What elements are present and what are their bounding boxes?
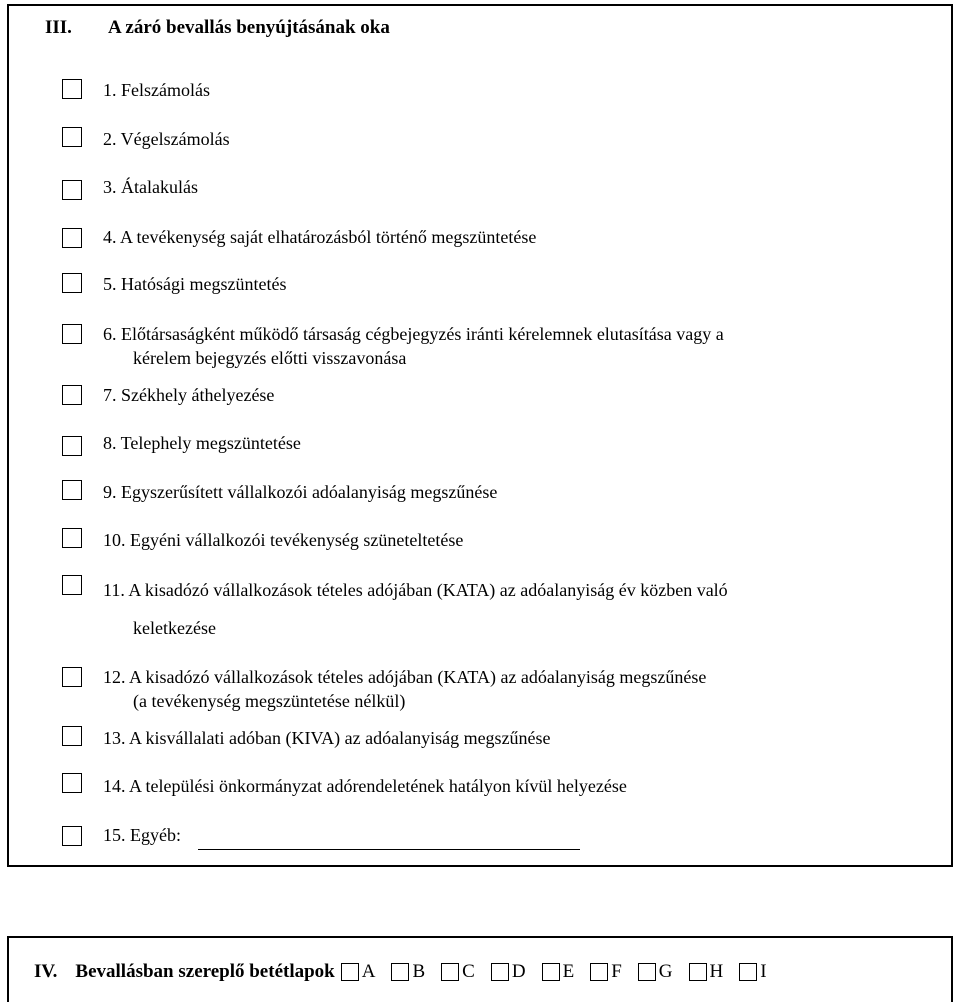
section-3-title: A záró bevallás benyújtásának oka — [108, 17, 390, 38]
section-4-title: Bevallásban szereplő betétlapok — [75, 961, 335, 982]
betetlap-label-i: I — [760, 961, 767, 982]
betetlap-label-b: B — [412, 961, 426, 982]
betetlap-label-g: G — [658, 961, 673, 982]
checkbox-elotarsasag[interactable] — [62, 324, 82, 344]
betetlap-label-a: A — [361, 961, 376, 982]
checkbox-betetlap-g[interactable] — [638, 963, 656, 981]
checkbox-betetlap-d[interactable] — [491, 963, 509, 981]
option-label-5: 5. Hatósági megszüntetés — [103, 274, 287, 294]
checkbox-eva-megszunes[interactable] — [62, 480, 82, 500]
checkbox-betetlap-c[interactable] — [441, 963, 459, 981]
checkbox-szuneteltetes[interactable] — [62, 528, 82, 548]
option-label-9: 9. Egyszerűsített vállalkozói adóalanyiság megszűnése — [103, 482, 498, 502]
option-label-6: 6. Előtársaságként működő társaság cégbejegyzés iránti kérelemnek elutasítása vagy a kérelem bejegyzés előtti visszavonása — [103, 324, 724, 368]
section-4-number: IV. — [34, 961, 58, 982]
betetlap-label-d: D — [511, 961, 526, 982]
checkbox-adorendelet-hatalyon-kivul[interactable] — [62, 773, 82, 793]
egyeb-text-field[interactable] — [198, 849, 580, 850]
option-label-2: 2. Végelszámolás — [103, 129, 230, 149]
option-label-3: 3. Átalakulás — [103, 177, 198, 197]
option-label-8: 8. Telephely megszüntetése — [103, 433, 301, 453]
checkbox-betetlap-a[interactable] — [341, 963, 359, 981]
checkbox-felszamolas[interactable] — [62, 79, 82, 99]
betetlap-label-e: E — [562, 961, 575, 982]
section-4-row — [34, 960, 783, 984]
checkbox-sajat-megszuntetes[interactable] — [62, 228, 82, 248]
section-3-number: III. — [45, 17, 72, 38]
checkbox-egyeb[interactable] — [62, 826, 82, 846]
checkbox-kata-keletkezes[interactable] — [62, 575, 82, 595]
option-label-11: 11. A kisadózó vállalkozások tételes adójában (KATA) az adóalanyiság év közben való keletkezése — [103, 580, 728, 638]
checkbox-atalakulas[interactable] — [62, 180, 82, 200]
option-label-14: 14. A települési önkormányzat adórendeletének hatályon kívül helyezése — [103, 776, 627, 796]
betetlap-label-f: F — [611, 961, 622, 982]
option-label-12: 12. A kisadózó vállalkozások tételes adójában (KATA) az adóalanyiság megszűnése (a tevékenység megszüntetése nélkül) — [103, 667, 707, 711]
checkbox-telephely-megszuntetes[interactable] — [62, 436, 82, 456]
option-label-15: 15. Egyéb: — [103, 825, 181, 845]
checkbox-kiva-megszunes[interactable] — [62, 726, 82, 746]
checkbox-vegelszamolas[interactable] — [62, 127, 82, 147]
option-label-13: 13. A kisvállalati adóban (KIVA) az adóalanyiság megszűnése — [103, 728, 551, 748]
checkbox-betetlap-e[interactable] — [542, 963, 560, 981]
checkbox-kata-megszunes[interactable] — [62, 667, 82, 687]
checkbox-hatosagi-megszuntetes[interactable] — [62, 273, 82, 293]
betetlap-label-c: C — [462, 961, 475, 982]
checkbox-betetlap-i[interactable] — [739, 963, 757, 981]
option-label-7: 7. Székhely áthelyezése — [103, 385, 275, 405]
checkbox-betetlap-f[interactable] — [590, 963, 608, 981]
option-label-4: 4. A tevékenység saját elhatározásból történő megszüntetése — [103, 227, 537, 247]
checkbox-betetlap-h[interactable] — [689, 963, 707, 981]
betetlap-label-h: H — [709, 961, 724, 982]
option-label-1: 1. Felszámolás — [103, 80, 210, 100]
checkbox-betetlap-b[interactable] — [391, 963, 409, 981]
checkbox-szekhely-athelyezes[interactable] — [62, 385, 82, 405]
option-label-10: 10. Egyéni vállalkozói tevékenység szüneteltetése — [103, 530, 464, 550]
